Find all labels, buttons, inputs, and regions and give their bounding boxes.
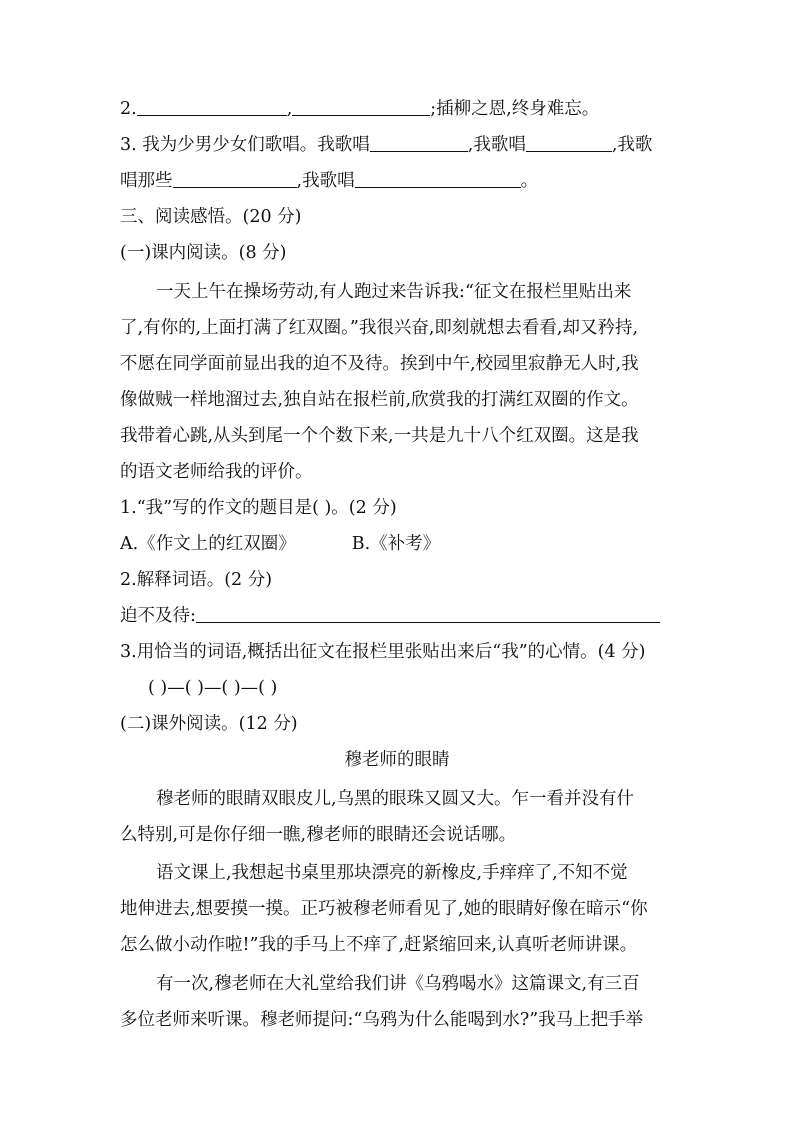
section-3-heading: 三、阅读感悟。(20 分) (120, 207, 302, 227)
q3-text-5: ,我歌唱 (296, 171, 355, 191)
part1-para-line: 不愿在同学面前显出我的迫不及待。挨到中午,校园里寂静无人时,我 (120, 354, 639, 374)
part2-para-line: 有一次,穆老师在大礼堂给我们讲《乌鸦喝水》这篇课文,有三百 (156, 974, 640, 994)
part1-para-line: 我带着心跳,从头到尾一个个数下来,一共是九十八个红双圈。这是我 (120, 426, 639, 446)
q3-line-1 (120, 127, 674, 163)
part2-para-line: 地伸进去,想要摸一摸。正巧被穆老师看见了,她的眼睛好像在暗示“你 (120, 899, 648, 919)
q2-tail: ;插柳之恩,终身难忘。 (430, 99, 600, 119)
part2-para-line: 多位老师来听课。穆老师提问:“乌鸦为什么能喝到水?”我马上把手举 (120, 1010, 644, 1030)
part1-q3-blanks[interactable]: ( )—( )—( )—( ) (148, 678, 278, 698)
part1-para-line: 了,有你的,上面打满了红双圈。”我很兴奋,即刻就想去看看,却又矜持, (120, 318, 639, 338)
part2-heading: (二)课外阅读。(12 分) (120, 714, 298, 734)
part1-question-2: 2.解释词语。(2 分) (120, 570, 273, 590)
q3-text-4: 唱那些 (120, 171, 173, 191)
part1-para-line: 一天上午在操场劳动,有人跑过来告诉我:“征文在报栏里贴出来 (156, 282, 632, 302)
q3-blank-2[interactable] (526, 129, 612, 152)
part1-question-3: 3.用恰当的词语,概括出征文在报栏里张贴出来后“我”的心情。(4 分) (120, 642, 646, 662)
part2-para-line: 语文课上,我想起书桌里那块漂亮的新橡皮,手痒痒了,不知不觉 (156, 863, 628, 883)
q2-line (120, 91, 674, 127)
q3-text-1: 3. 我为少男少女们歌唱。我歌唱 (120, 135, 370, 155)
part1-q1-options (120, 526, 674, 562)
q2-blank-1[interactable] (137, 93, 287, 116)
definition-blank[interactable] (196, 600, 660, 623)
part1-question-1: 1.“我”写的作文的题目是( )。(2 分) (120, 498, 397, 518)
q3-line-2 (120, 163, 674, 199)
q2-number: 2. (120, 99, 137, 119)
part1-para-line: 的语文老师给我的评价。 (120, 462, 313, 482)
q3-blank-4[interactable] (355, 165, 521, 188)
q2-blank-2[interactable] (292, 93, 430, 116)
option-b[interactable]: B.《补考》 (351, 534, 441, 554)
part1-heading: (一)课内阅读。(8 分) (120, 243, 287, 263)
word-label: 迫不及待: (120, 606, 196, 626)
part2-para-line: 怎么做小动作啦!”我的手马上不痒了,赶紧缩回来,认真听老师讲课。 (120, 935, 638, 955)
option-a[interactable]: A.《作文上的红双圈》 (120, 534, 296, 554)
q3-blank-1[interactable] (370, 129, 468, 152)
q3-text-2: ,我歌唱 (467, 135, 526, 155)
q3-text-3: ,我歌 (611, 135, 653, 155)
q3-blank-3[interactable] (173, 165, 297, 188)
part2-para-line: 么特别,可是你仔细一瞧,穆老师的眼睛还会说话哪。 (120, 825, 517, 845)
part2-para-line: 穆老师的眼睛双眼皮儿,乌黑的眼珠又圆又大。乍一看并没有什 (156, 789, 635, 809)
q2-sep: , (286, 99, 293, 119)
story-title: 穆老师的眼睛 (344, 750, 450, 770)
part1-para-line: 像做贼一样地溜过去,独自站在报栏前,欣赏我的打满红双圈的作文。 (120, 390, 639, 410)
q3-text-6: 。 (520, 171, 539, 191)
part1-q2-answer (120, 598, 674, 634)
